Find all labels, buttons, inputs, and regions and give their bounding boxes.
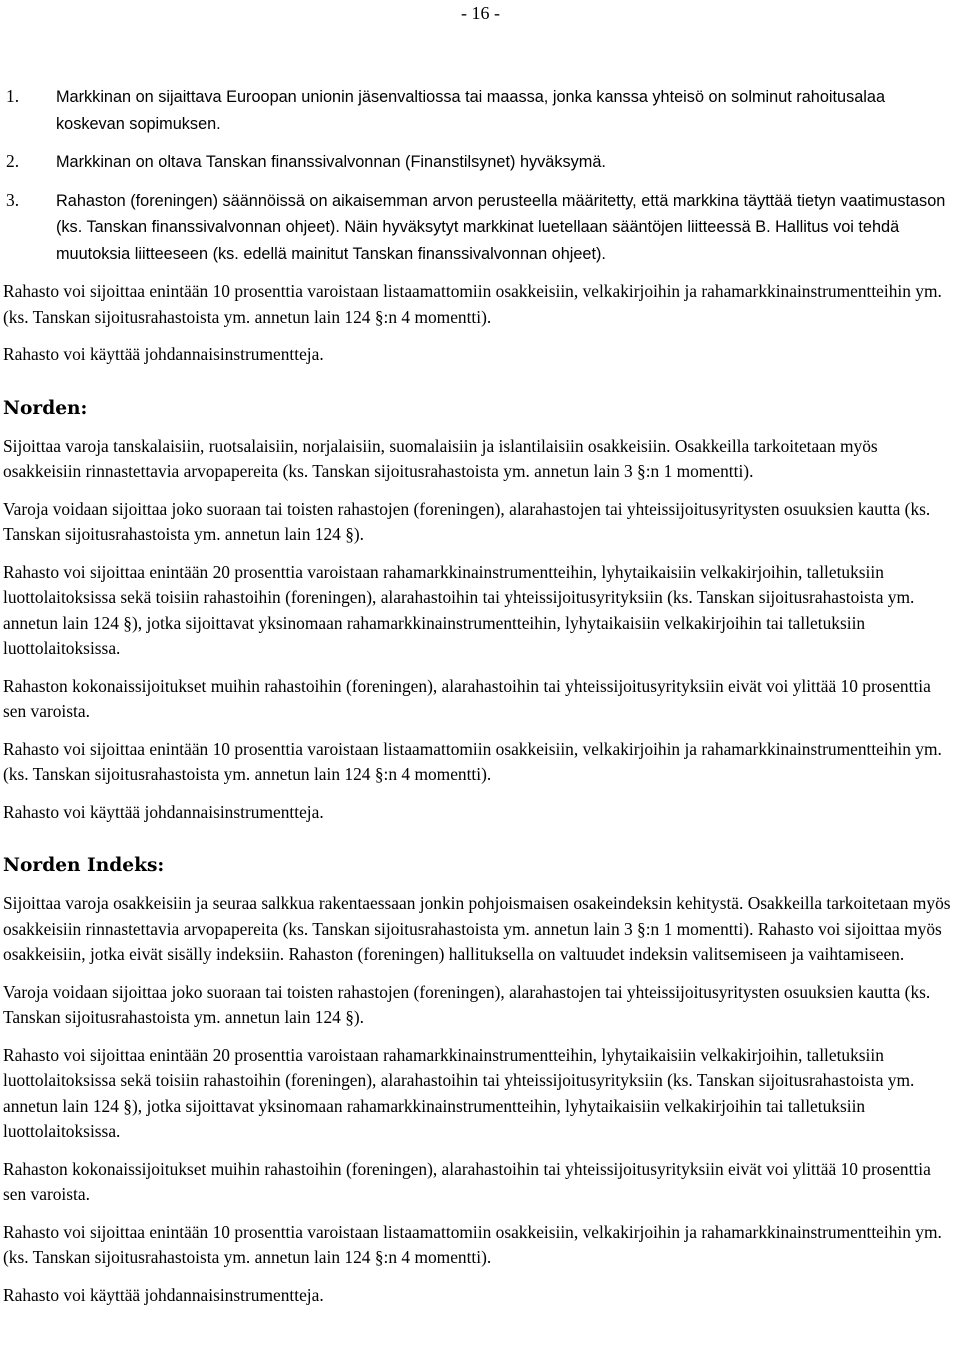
list-item-text: Rahaston (foreningen) säännöissä on aikaisemman arvon perusteella määritetty, että markkina täyttää tietyn vaatimustason (ks. Tanskan finanssivalvonnan ohjeet). Näin hyväksytyt markkinat luetellaan sääntöjen liitteessä B. Hallitus voi tehdä muutoksia liitteeseen (ks. edellä mainitut Tanskan finanssivalvonnan ohjeet). [56, 191, 946, 263]
paragraph: Rahasto voi sijoittaa enintään 20 prosenttia varoistaan rahamarkkinainstrumentteihin, lyhytaikaisiin velkakirjoihin, talletuksiin luottolaitoksissa sekä toisiin rahastoihin (foreningen), alarahastoihin tai yhteissijoitusyrityksiin (ks. Tanskan sijoitusrahastoista ym. annetun lain 124 §), jotka sijoittavat yksinomaan rahamarkkinainstrumentteihin, lyhytaikaisiin velkakirjoihin tai talletuksiin luottolaitoksissa. [3, 561, 915, 658]
list-item-number: 3. [6, 189, 20, 210]
paragraph: Rahasto voi käyttää johdannaisinstrumentteja. [3, 801, 324, 822]
page-number: - 16 - [461, 3, 500, 23]
paragraph: Rahaston kokonaissijoitukset muihin rahastoihin (foreningen), alarahastoihin tai yhteissijoitusyrityksiin eivät voi ylittää 10 prosenttia sen varoista. [3, 675, 931, 721]
list-item-text: Markkinan on oltava Tanskan finanssivalvonnan (Finanstilsynet) hyväksymä. [56, 153, 606, 171]
section-heading: Norden Indeks: [3, 855, 165, 876]
paragraph: Varoja voidaan sijoittaa joko suoraan tai toisten rahastojen (foreningen), alarahastojen tai yhteissijoitusyritysten osuuksien kautta (ks. Tanskan sijoitusrahastoista ym. annetun lain 124 §). [3, 498, 931, 544]
paragraph: Rahasto voi sijoittaa enintään 10 prosenttia varoistaan listaamattomiin osakkeisiin, velkakirjoihin ja rahamarkkinainstrumentteihin ym. (ks. Tanskan sijoitusrahastoista ym. annetun lain 124 §:n 4 momentti). [3, 281, 942, 327]
paragraph: Rahasto voi käyttää johdannaisinstrumentteja. [3, 1284, 324, 1305]
paragraph: Varoja voidaan sijoittaa joko suoraan tai toisten rahastojen (foreningen), alarahastojen tai yhteissijoitusyritysten osuuksien kautta (ks. Tanskan sijoitusrahastoista ym. annetun lain 124 §). [3, 981, 931, 1027]
list-item [3, 149, 958, 176]
paragraph: Sijoittaa varoja osakkeisiin ja seuraa salkkua rakentaessaan jonkin pohjoismaisen osakeindeksin kehitystä. Osakkeilla tarkoitetaan myös osakkeisiin rinnastettavia arvopapereita (ks. Tanskan sijoitusrahastoista ym. annetun lain 3 §:n 1 momentti). Rahasto voi sijoittaa myös osakkeisiin, jotka eivät sisälly indeksiin. Rahaston (foreningen) hallituksella on valtuudet indeksin valitsemiseen ja vaihtamiseen. [3, 893, 951, 964]
requirements-list [3, 84, 958, 267]
paragraph: Rahasto voi käyttää johdannaisinstrumentteja. [3, 344, 324, 364]
list-item-text: Markkinan on sijaittava Euroopan unionin jäsenvaltiossa tai maassa, jonka kanssa yhteisö on solminut rahoitusalaa koskevan sopimuksen. [56, 88, 886, 133]
paragraph: Sijoittaa varoja tanskalaisiin, ruotsalaisiin, norjalaisiin, suomalaisiin ja islantilaisiin osakkeisiin. Osakkeilla tarkoitetaan myös osakkeisiin rinnastettavia arvopapereita (ks. Tanskan sijoitusrahastoista ym. annetun lain 3 §:n 1 momentti). [3, 435, 878, 481]
list-item [3, 188, 958, 268]
section-heading: Norden: [3, 397, 88, 419]
paragraph: Rahasto voi sijoittaa enintään 10 prosenttia varoistaan listaamattomiin osakkeisiin, velkakirjoihin ja rahamarkkinainstrumentteihin ym. (ks. Tanskan sijoitusrahastoista ym. annetun lain 124 §:n 4 momentti). [3, 1221, 942, 1267]
list-item-number: 2. [6, 151, 20, 171]
paragraph: Rahaston kokonaissijoitukset muihin rahastoihin (foreningen), alarahastoihin tai yhteissijoitusyrityksiin eivät voi ylittää 10 prosenttia sen varoista. [3, 1158, 931, 1204]
paragraph: Rahasto voi sijoittaa enintään 20 prosenttia varoistaan rahamarkkinainstrumentteihin, lyhytaikaisiin velkakirjoihin, talletuksiin luottolaitoksissa sekä toisiin rahastoihin (foreningen), alarahastoihin tai yhteissijoitusyrityksiin (ks. Tanskan sijoitusrahastoista ym. annetun lain 124 §), jotka sijoittavat yksinomaan rahamarkkinainstrumentteihin, lyhytaikaisiin velkakirjoihin tai talletuksiin luottolaitoksissa. [3, 1044, 915, 1141]
section-norden [3, 396, 958, 826]
paragraph: Rahasto voi sijoittaa enintään 10 prosenttia varoistaan listaamattomiin osakkeisiin, velkakirjoihin ja rahamarkkinainstrumentteihin ym. (ks. Tanskan sijoitusrahastoista ym. annetun lain 124 §:n 4 momentti). [3, 738, 942, 784]
document-page [3, 0, 958, 1320]
list-item [3, 84, 958, 137]
section-norden-indeks [3, 853, 958, 1308]
list-item-number: 1. [6, 86, 20, 106]
